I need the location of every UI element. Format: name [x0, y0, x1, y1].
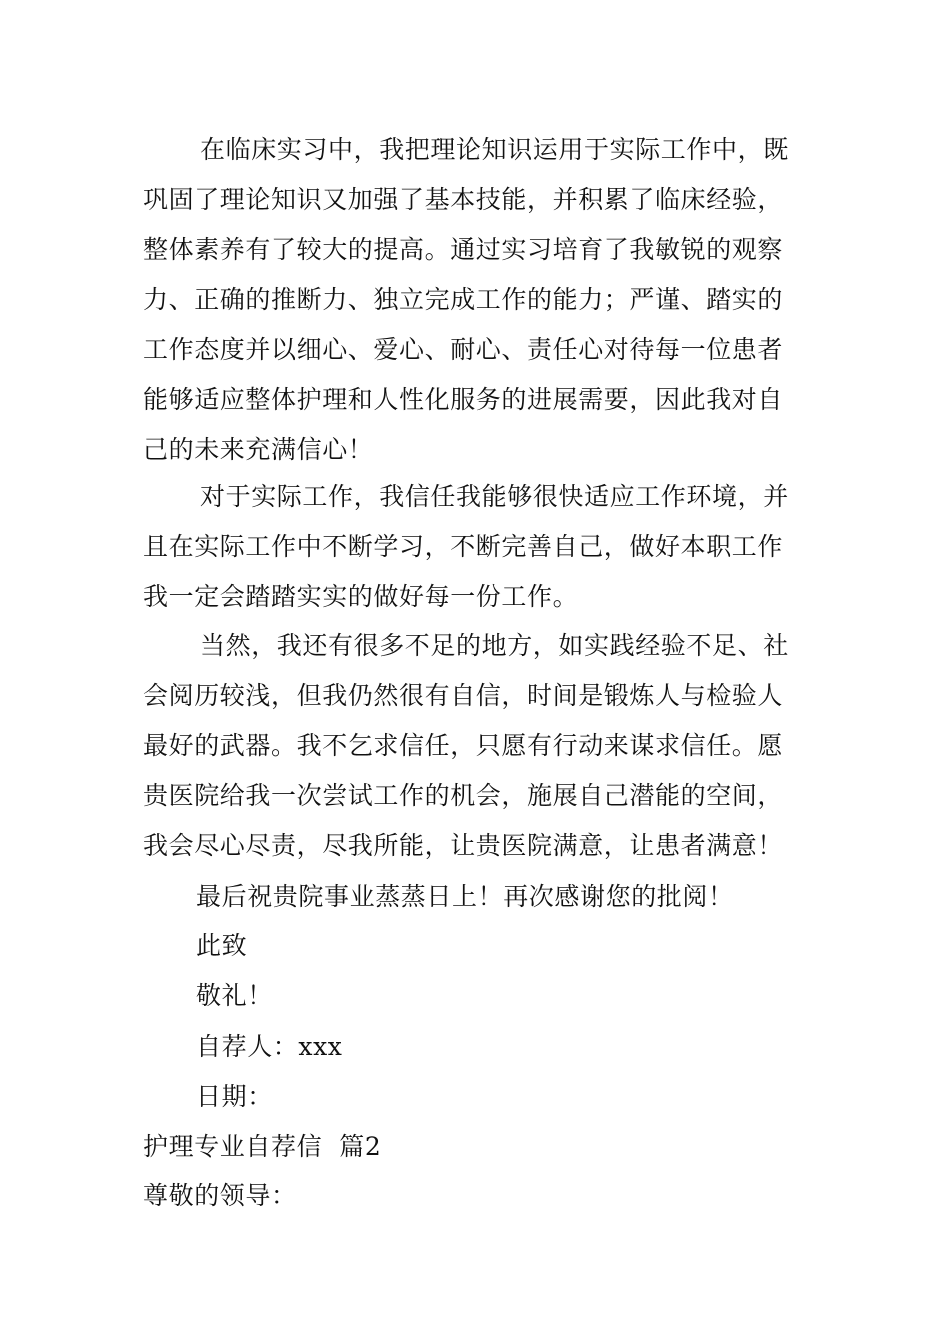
paragraph-work-attitude	[143, 472, 808, 622]
salutation-regards: 敬礼！	[196, 981, 273, 1010]
paragraph-line: 我会尽心尽责，尽我所能，让贵医院满意，让患者满意！	[143, 831, 784, 860]
paragraph-line: 会阅历较浅，但我仍然很有自信，时间是锻炼人与检验人	[143, 681, 784, 710]
paragraph-line: 巩固了理论知识又加强了基本技能，并积累了临床经验，	[143, 185, 784, 214]
paragraph-line: 在临床实习中，我把理论知识运用于实际工作中，既	[200, 135, 789, 164]
section-title: 护理专业自荐信 篇2	[143, 1132, 382, 1161]
paragraph-line: 当然，我还有很多不足的地方，如实践经验不足、社	[200, 631, 789, 660]
paragraph-line: 且在实际工作中不断学习，不断完善自己，做好本职工作	[143, 532, 784, 561]
paragraph-line: 能够适应整体护理和人性化服务的进展需要，因此我对自	[143, 385, 784, 414]
paragraph-line: 我一定会踏踏实实的做好每一份工作。	[143, 582, 579, 611]
date-label: 日期：	[196, 1082, 273, 1111]
salutation-to: 此致	[196, 931, 248, 960]
paragraph-line: 最好的武器。我不乞求信任，只愿有行动来谋求信任。愿	[143, 731, 784, 760]
paragraph-line: 工作态度并以细心、爱心、耐心、责任心对待每一位患者	[143, 335, 784, 364]
letter-greeting: 尊敬的领导：	[143, 1181, 297, 1210]
paragraph-line: 力、正确的推断力、独立完成工作的能力；严谨、踏实的	[143, 285, 784, 314]
paragraph-line: 整体素养有了较大的提高。通过实习培育了我敏锐的观察	[143, 235, 784, 264]
paragraph-line: 对于实际工作，我信任我能够很快适应工作环境，并	[200, 482, 789, 511]
signer: 自荐人：xxx	[196, 1032, 343, 1061]
paragraph-shortcomings	[143, 621, 808, 871]
paragraph-line: 贵医院给我一次尝试工作的机会，施展自己潜能的空间，	[143, 781, 784, 810]
closing-wish: 最后祝贵院事业蒸蒸日上！再次感谢您的批阅！	[196, 882, 734, 911]
paragraph-line: 己的未来充满信心！	[143, 435, 374, 464]
paragraph-clinical-internship	[143, 125, 808, 475]
